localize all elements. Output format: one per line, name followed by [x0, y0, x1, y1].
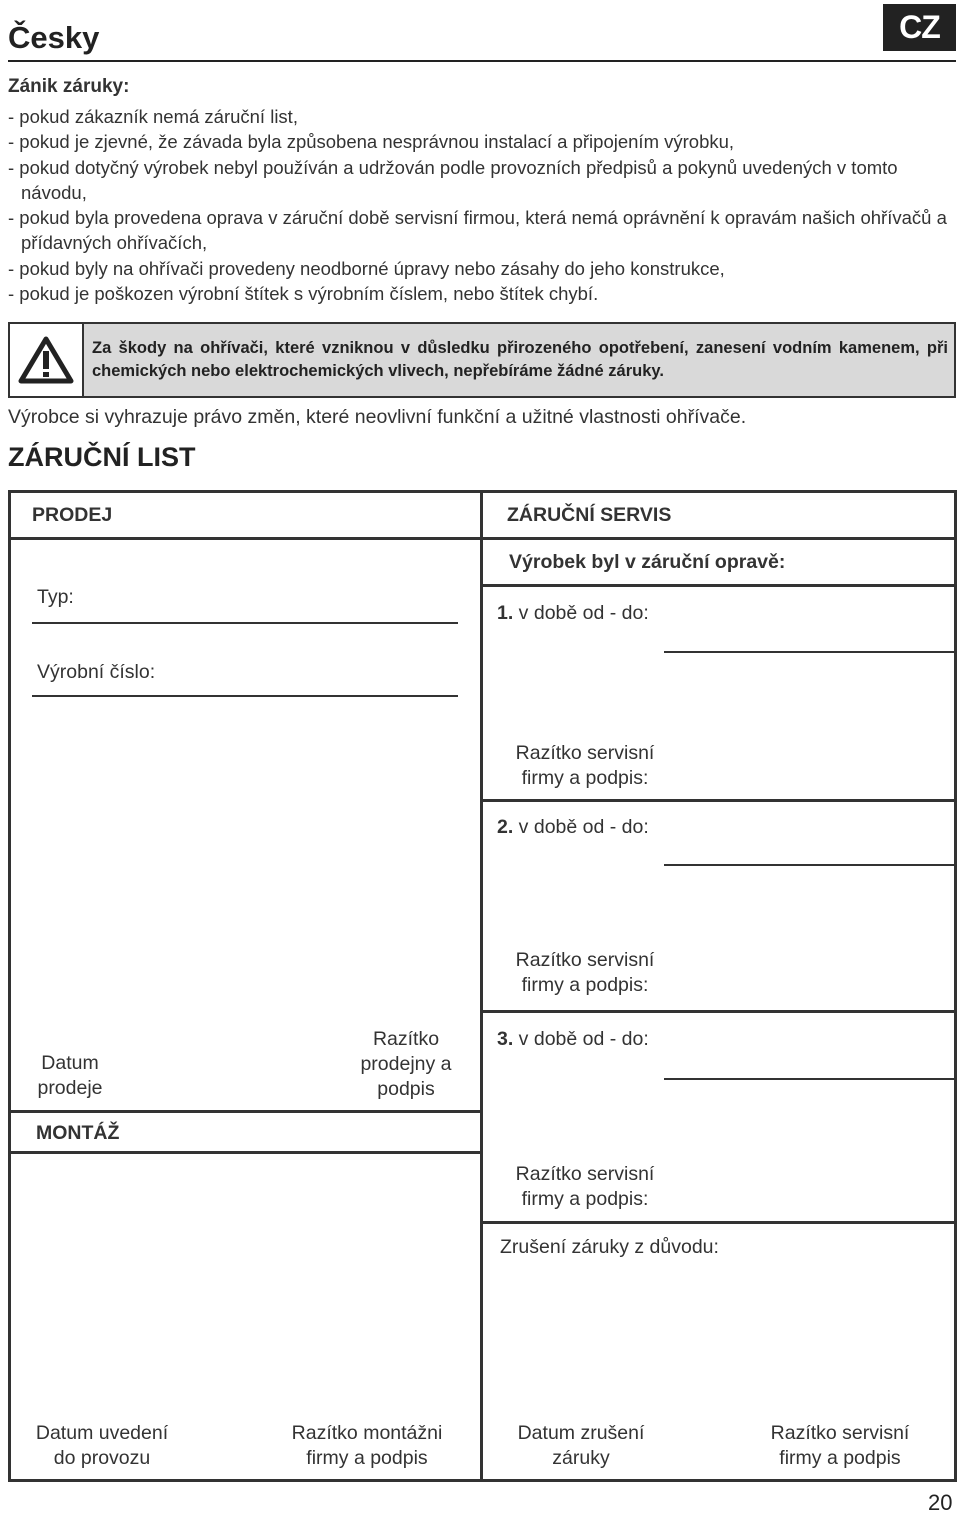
list-item: - pokud zákazník nemá záruční list,	[8, 106, 298, 127]
warranty-void-heading: Zánik záruky:	[8, 76, 130, 97]
repair-2-period-label: 2. v době od - do:	[497, 816, 649, 838]
repair-2-stamp-label: Razítko servisní firmy a podpis:	[515, 949, 655, 996]
serial-number-label: Výrobní číslo:	[37, 661, 156, 683]
repair-1-stamp-label: Razítko servisní firmy a podpis:	[515, 742, 655, 789]
repair-1-divider	[480, 799, 957, 802]
service-stamp-label: Razítko servisní firmy a podpis	[770, 1422, 910, 1469]
list-item: - pokud byla provedena oprava v záruční době servisní firmou, která nemá oprávnění k opravám našich ohřívačů a přídavných ohřívačích,	[8, 207, 947, 254]
page-title: Česky	[8, 20, 100, 55]
type-field-line[interactable]	[32, 622, 458, 624]
shop-stamp-label: Razítko prodejny a podpis	[360, 1028, 452, 1100]
repair-3-divider	[480, 1221, 957, 1224]
warranty-cancel-label: Zrušení záruky z důvodu:	[500, 1236, 719, 1258]
service-header-divider	[480, 537, 957, 540]
warranty-card-title: ZÁRUČNÍ LIST	[8, 442, 196, 472]
repair-header: Výrobek byl v záruční opravě:	[509, 551, 786, 573]
repair-1-period-label: 1. v době od - do:	[497, 602, 649, 624]
repair-3-period-line[interactable]	[664, 1078, 955, 1080]
page-number: 20	[928, 1490, 953, 1515]
repair-3-period-label: 3. v době od - do:	[497, 1028, 649, 1050]
manufacturer-note: Výrobce si vyhrazuje právo změn, které neovlivní funkční a užitné vlastnosti ohřívače.	[8, 406, 747, 428]
header-divider	[8, 60, 956, 62]
sale-date-label: Datum prodeje	[37, 1052, 103, 1099]
installation-divider-top	[8, 1110, 482, 1113]
cancel-date-label: Datum zrušení záruky	[517, 1422, 645, 1469]
repair-3-stamp-label: Razítko servisní firmy a podpis:	[515, 1163, 655, 1210]
card-border-left	[8, 490, 11, 1482]
warning-text: Za škody na ohřívači, které vzniknou v důsledku přirozeného opotřebení, zanesení vodním kamenem, při chemických nebo elektrochemických vlivech, nepřebíráme žádné záruky.	[92, 339, 948, 380]
repair-header-divider	[480, 584, 957, 587]
list-item: - pokud je zjevné, že závada byla způsobena nesprávnou instalací a připojením výrobku,	[8, 131, 735, 153]
installation-header: MONTÁŽ	[36, 1122, 120, 1144]
sale-header-divider	[8, 537, 482, 540]
card-border-right	[954, 490, 957, 1482]
warranty-void-list	[8, 104, 956, 306]
warning-triangle-icon	[10, 324, 84, 396]
list-item: - pokud dotyčný výrobek nebyl používán a udržován podle provozních předpisů a pokynů uvedených v tomto návodu,	[8, 156, 898, 203]
warning-box	[8, 322, 956, 398]
sale-header: PRODEJ	[32, 504, 113, 526]
list-item: - pokud je poškozen výrobní štítek s výrobním číslem, nebo štítek chybí.	[8, 283, 599, 305]
serial-number-field-line[interactable]	[32, 695, 458, 697]
card-center-divider	[480, 490, 483, 1482]
installation-divider-bottom	[8, 1151, 482, 1154]
installer-stamp-label: Razítko montážni firmy a podpis	[291, 1422, 443, 1469]
repair-2-period-line[interactable]	[664, 864, 955, 866]
repair-2-divider	[480, 1010, 957, 1013]
service-header: ZÁRUČNÍ SERVIS	[507, 504, 672, 526]
list-item: - pokud byly na ohřívači provedeny neodborné úpravy nebo zásahy do jeho konstrukce,	[8, 257, 725, 279]
repair-1-period-line[interactable]	[664, 651, 955, 653]
type-label: Typ:	[37, 586, 74, 608]
language-badge: CZ	[883, 4, 956, 51]
commission-date-label: Datum uvedení do provozu	[35, 1422, 169, 1469]
